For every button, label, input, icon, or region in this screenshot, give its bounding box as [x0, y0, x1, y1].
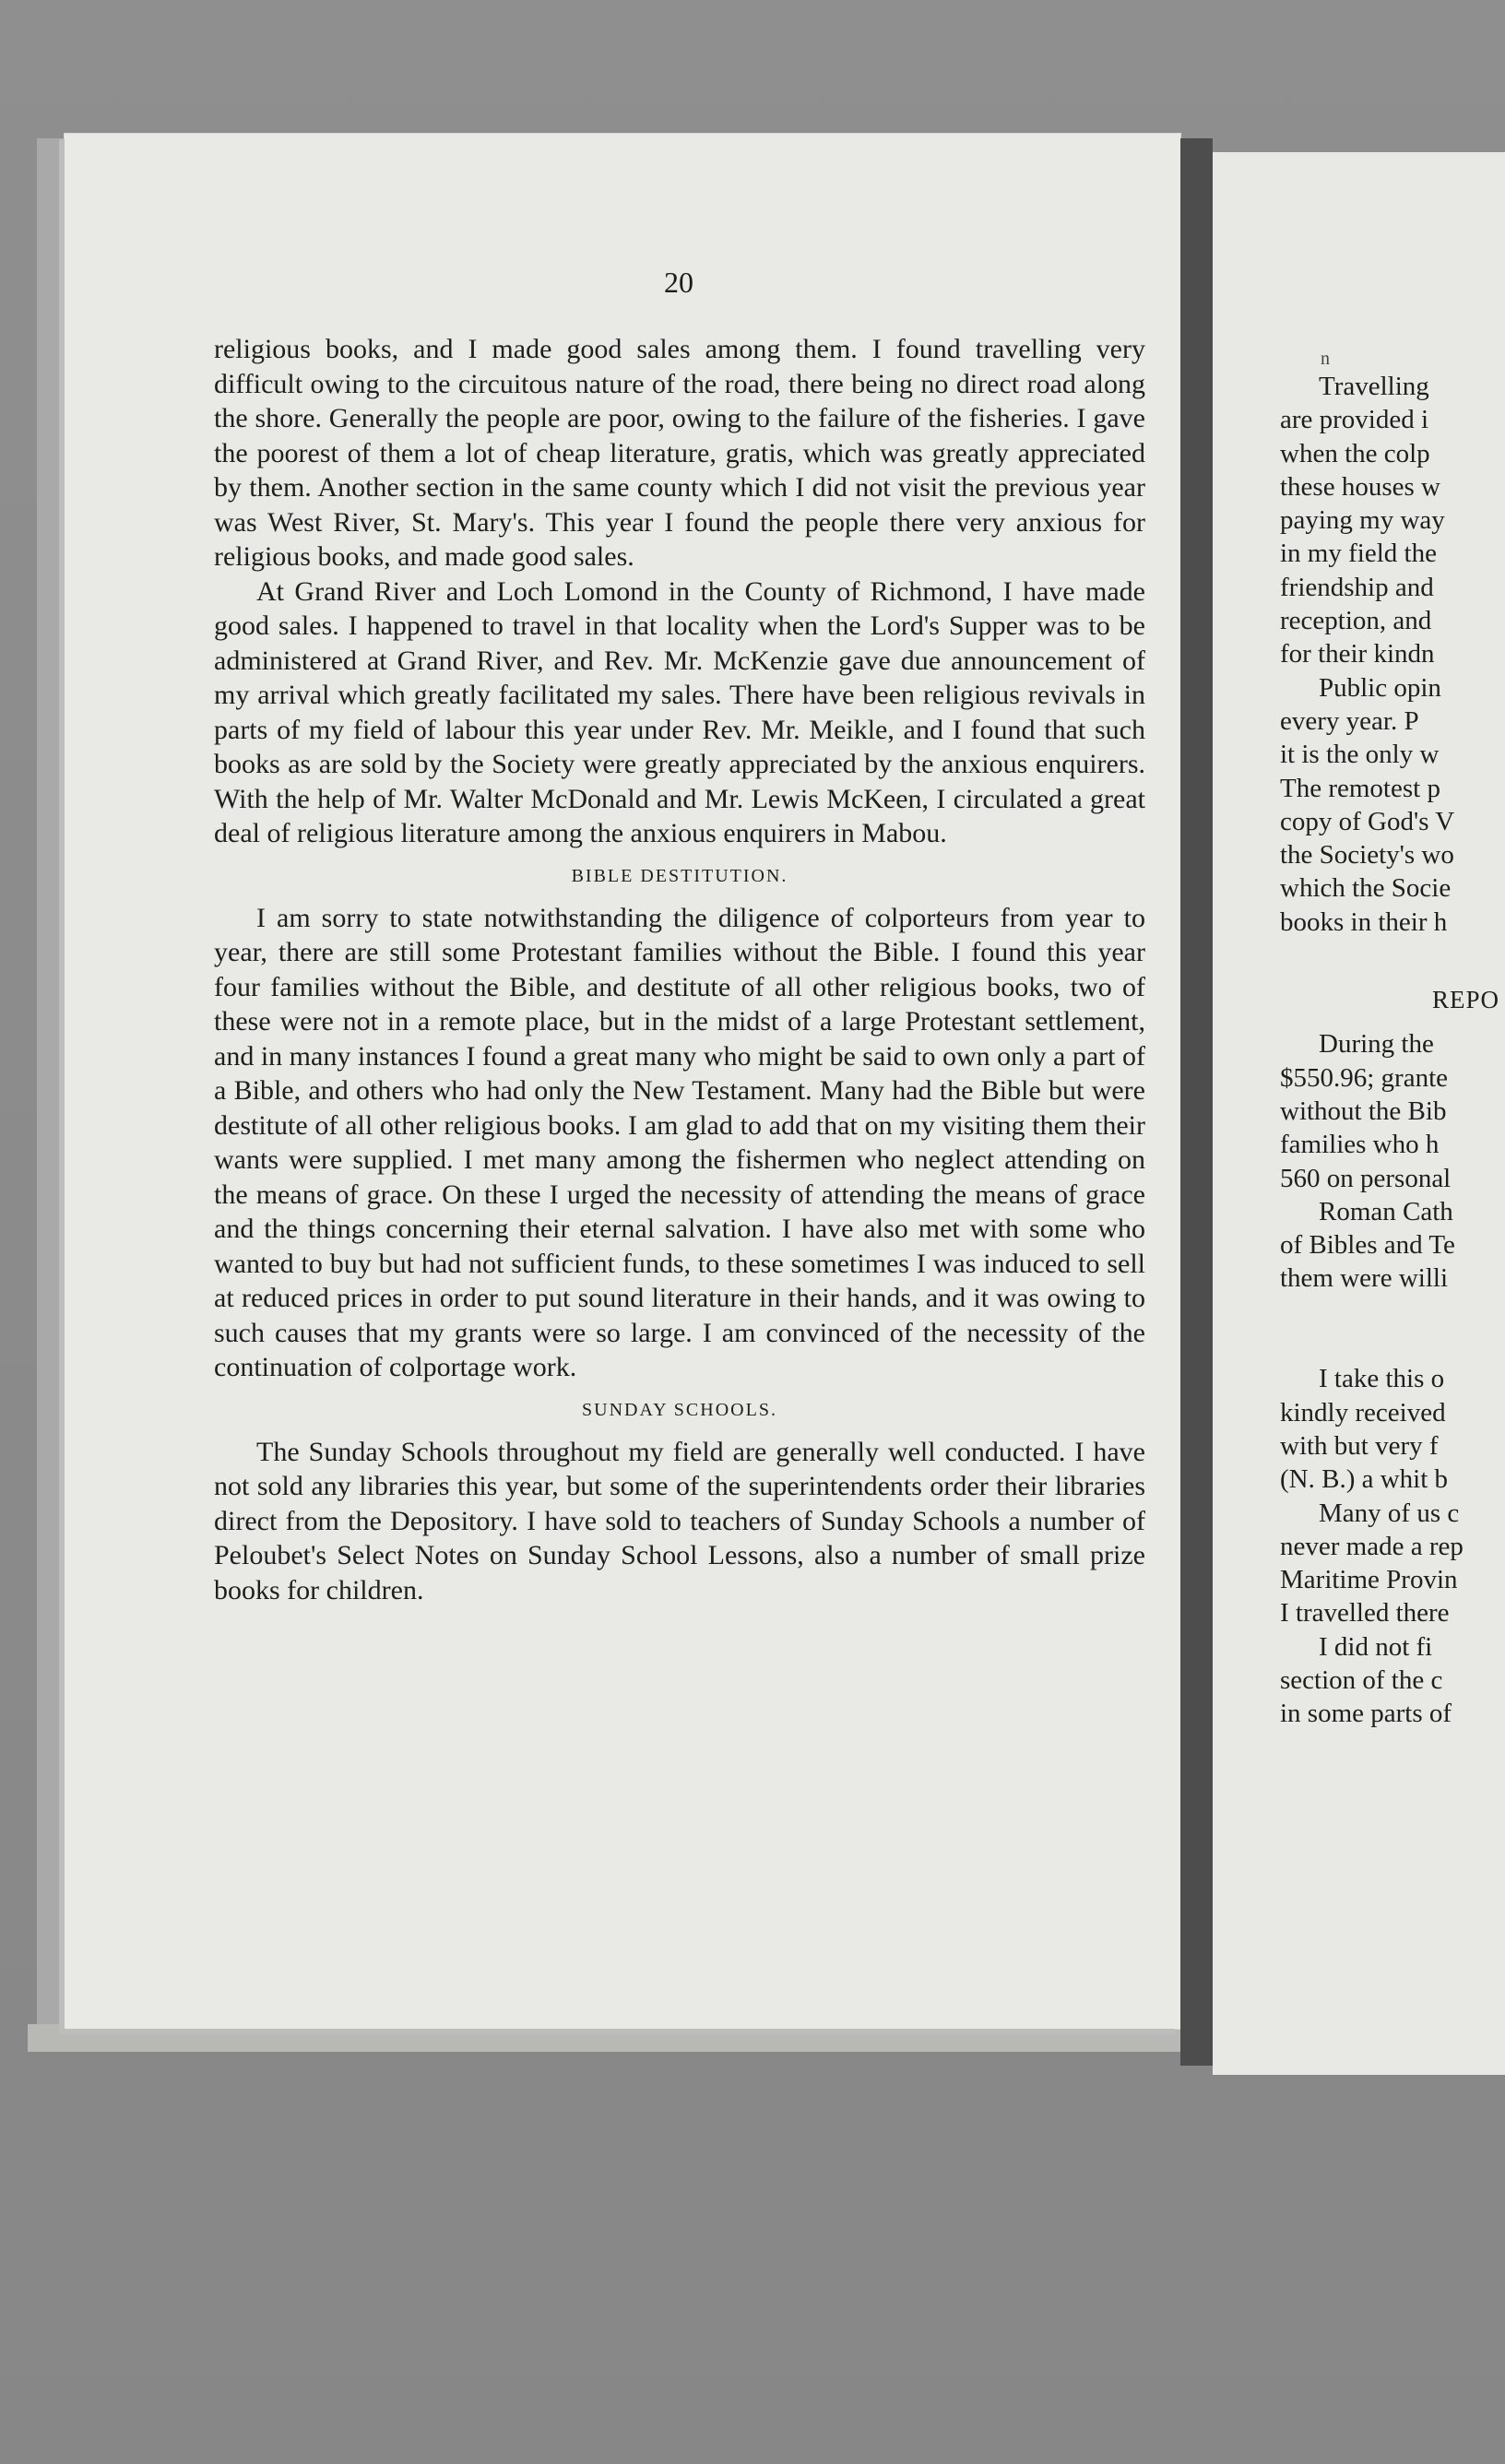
text-line: I travelled there	[1280, 1598, 1450, 1629]
text-line: it is the only w	[1280, 740, 1440, 770]
text-line: 560 on personal	[1280, 1163, 1452, 1193]
text-line: Public opin	[1319, 672, 1441, 703]
text-line: The remotest p	[1280, 773, 1440, 803]
text-line: of Bibles and Te	[1280, 1230, 1455, 1261]
text-line: copy of God's V	[1280, 806, 1455, 836]
paragraph-continued: religious books, and I made good sales among them. I found travelling very difficult owing to the circuitous nature of the road, there being no direct road along the shore. Generally the people are poor, owing to the failure of the fisheries. I gave the poorest of them a lot of cheap literature, gratis, which was greatly appreciated by them. Another section in the same county which I did not visit the previous year was West River, St. Mary's. This year I found the people there very anxious for religious books, and made good sales.	[214, 334, 1145, 572]
text-line: when the colp	[1280, 438, 1430, 468]
text-line: $550.96; grante	[1280, 1062, 1449, 1093]
text-line: every year. P	[1280, 705, 1419, 736]
text-line: books in their h	[1280, 906, 1448, 937]
text-line: I did not fi	[1319, 1631, 1433, 1662]
paragraph-sunday-schools: The Sunday Schools throughout my field are generally well conducted. I have not sold any libraries this year, but some of the superintendents order their libraries direct from the Depository. I have sold to teachers of Sunday Schools a number of Peloubet's Select Notes on Sunday School Lessons, also a number of small prize books for children.	[214, 1436, 1145, 1605]
text-line: never made a rep	[1280, 1531, 1464, 1561]
book-gutter	[1180, 138, 1213, 2066]
page-edge-shadow	[37, 138, 66, 2047]
pencil-mark: n	[1321, 349, 1330, 369]
section-heading-sunday-schools: SUNDAY SCHOOLS.	[582, 1399, 777, 1420]
section-heading-bible-destitution: BIBLE DESTITUTION.	[571, 865, 788, 886]
text-line: reception, and	[1280, 606, 1432, 636]
paragraph-bible-destitution: I am sorry to state notwithstanding the diligence of colporteurs from year to year, there are still some Protestant families without the Bible. I found this year four families without the Bible, and destitute of all other religious books, two of these were not in a remote place, but in the midst of a large Protestant settlement, and in many instances I found a great many who might be said to own only a part of a Bible, and others who had only the New Testament. Many had the Bible but were destitute of all other religious books. I am glad to add that on my visiting them their wants were supplied. I met many among the fishermen who neglect attending on the means of grace. On these I urged the necessity of attending the means of grace and the things concerning their eternal salvation. I have also met with some who wanted to buy but had not sufficient funds, to these sometimes I was induced to sell at reduced prices in order to put sound literature in their hands, and it was owing to such causes that my grants were so large. I am convinced of the necessity of the continuation of colportage work.	[214, 902, 1145, 1382]
text-line: families who h	[1280, 1130, 1440, 1160]
text-line: (N. B.) a whit b	[1280, 1464, 1449, 1495]
text-line: Many of us c	[1319, 1498, 1460, 1528]
text-line: I take this o	[1319, 1364, 1445, 1394]
text-line: kindly received	[1280, 1397, 1446, 1427]
text-line: the Society's wo	[1280, 840, 1454, 871]
text-line: these houses w	[1280, 471, 1440, 502]
left-page-text	[214, 332, 1145, 1607]
text-line: Maritime Provin	[1280, 1565, 1458, 1595]
text-line: Roman Cath	[1319, 1196, 1453, 1226]
text-line: in my field the	[1280, 539, 1437, 569]
section-heading: REPO	[1432, 986, 1500, 1014]
text-line: paying my way	[1280, 505, 1445, 536]
text-line: friendship and	[1280, 572, 1434, 602]
paragraph-grand-river: At Grand River and Loch Lomond in the County of Richmond, I have made good sales. I happened to travel in that locality when the Lord's Supper was to be administered at Grand River, and Rev. Mr. McKenzie gave due announcement of my arrival which greatly facilitated my sales. There have been religious revivals in parts of my field of labour this year under Rev. Mr. Meikle, and I found that such books as are sold by the Society were greatly appreciated by the anxious enquirers. With the help of Mr. Walter McDonald and Mr. Lewis McKeen, I circulated a great deal of religious literature among the anxious enquirers in Mabou.	[214, 575, 1145, 848]
text-line: During the	[1319, 1029, 1434, 1060]
text-line: Travelling	[1319, 372, 1429, 401]
text-line: without the Bib	[1280, 1096, 1447, 1126]
text-line: for their kindn	[1280, 639, 1435, 669]
text-line: are provided i	[1280, 405, 1429, 435]
text-line: them were willi	[1280, 1263, 1449, 1294]
text-line: section of the c	[1280, 1664, 1443, 1695]
text-line: which the Socie	[1280, 873, 1452, 904]
page-number: 20	[664, 266, 693, 299]
right-page-text	[1280, 337, 1505, 1731]
text-line: with but very f	[1280, 1430, 1439, 1461]
text-line: in some parts of	[1280, 1699, 1452, 1729]
